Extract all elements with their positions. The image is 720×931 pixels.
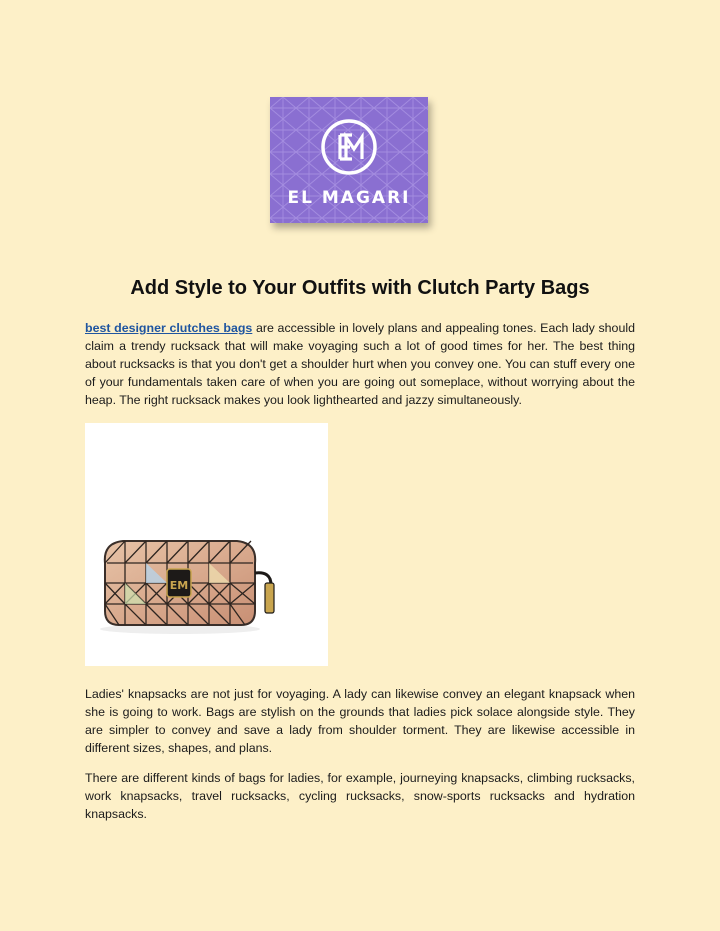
clutch-bag-image [85, 423, 328, 666]
brand-logo [270, 97, 428, 223]
brand-name: EL MAGARI [287, 188, 411, 208]
article-title: Add Style to Your Outfits with Clutch Party Bags [130, 277, 590, 299]
designer-clutches-link[interactable]: best designer clutches bags [85, 321, 253, 335]
el-magari-logo-image [270, 97, 428, 223]
intro-paragraph [85, 319, 635, 409]
bag-types-paragraph: There are different kinds of bags for ladies, for example, journeying knapsacks, climbing rucksacks, work knapsacks, travel rucksacks, cycling rucksacks, snow-sports rucksacks and hydration knapsacks. [85, 771, 635, 821]
knapsacks-paragraph: Ladies' knapsacks are not just for voyaging. A lady can likewise convey an elegant knapsack when she is going to work. Bags are stylish on the grounds that ladies pick solace alongside style. They are simpler to convey and save a lady from shoulder torment. They are likewise accessible in different sizes, shapes, and plans. [85, 687, 635, 755]
bag-monogram: EM [169, 579, 189, 592]
product-image [85, 423, 328, 666]
intro-paragraph-text: are accessible in lovely plans and appealing tones. Each lady should claim a trendy rucksack that will make voyaging such a lot of good times for her. The best thing about rucksacks is that you don't get a shoulder hurt when you convey one. You can stuff every one of your fundamentals taken care of when you are going out someplace, without worrying about the heap. The right rucksack makes you look lighthearted and jazzy simultaneously. [85, 321, 635, 407]
